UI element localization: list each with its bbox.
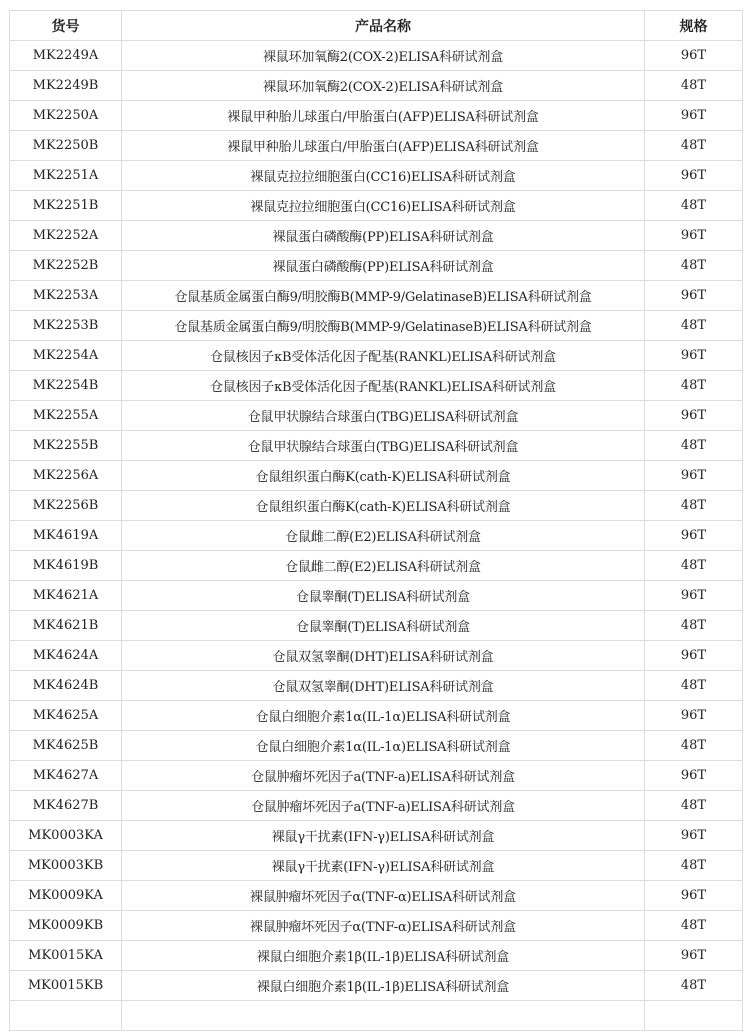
cell-spec: 96T [645,581,743,611]
table-row [10,131,743,161]
table-row [10,881,743,911]
cell-spec: 48T [645,731,743,761]
cell-code: MK4625B [10,731,122,761]
cell-spec: 96T [645,521,743,551]
cell-spec: 96T [645,761,743,791]
table-row [10,581,743,611]
table-row [10,641,743,671]
cell-code: MK0009KA [10,881,122,911]
table-row [10,551,743,581]
cell-code: MK4627B [10,791,122,821]
header-spec: 规格 [645,11,743,41]
header-code: 货号 [10,11,122,41]
table-row [10,671,743,701]
cell-name: 仓鼠组织蛋白酶K(cath-K)ELISA科研试剂盒 [122,491,645,521]
cell-code: MK0015KA [10,941,122,971]
table-row [10,941,743,971]
table-row [10,161,743,191]
cell-code: MK2252B [10,251,122,281]
cell-code: MK2251B [10,191,122,221]
cell-name: 仓鼠睾酮(T)ELISA科研试剂盒 [122,581,645,611]
cell-spec: 48T [645,491,743,521]
cell-spec: 96T [645,701,743,731]
cell-spec: 48T [645,191,743,221]
cell-code: MK4625A [10,701,122,731]
cell-name: 仓鼠雌二醇(E2)ELISA科研试剂盒 [122,551,645,581]
cell-spec: 96T [645,881,743,911]
table-row [10,191,743,221]
cell-code: MK2254B [10,371,122,401]
cell-name: 仓鼠基质金属蛋白酶9/明胶酶B(MMP-9/GelatinaseB)ELISA科研试剂盒 [122,311,645,341]
cell-code: MK0009KB [10,911,122,941]
cell-code: MK2256A [10,461,122,491]
cell-code: MK2255A [10,401,122,431]
cell-spec: 96T [645,641,743,671]
cell-spec: 48T [645,551,743,581]
cell-name: 仓鼠核因子κB受体活化因子配基(RANKL)ELISA科研试剂盒 [122,341,645,371]
cell-name: 裸鼠环加氧酶2(COX-2)ELISA科研试剂盒 [122,41,645,71]
table-row [10,851,743,881]
product-table [9,10,743,1031]
cell-name: 裸鼠蛋白磷酸酶(PP)ELISA科研试剂盒 [122,251,645,281]
cell-spec: 96T [645,161,743,191]
cell-spec: 48T [645,791,743,821]
cell-name: 仓鼠肿瘤坏死因子a(TNF-a)ELISA科研试剂盒 [122,761,645,791]
cell-spec: 96T [645,221,743,251]
table-row [10,461,743,491]
table-row [10,281,743,311]
cell-code: MK2253B [10,311,122,341]
table-row [10,1001,743,1031]
cell-name: 仓鼠基质金属蛋白酶9/明胶酶B(MMP-9/GelatinaseB)ELISA科研试剂盒 [122,281,645,311]
header-row [10,11,743,41]
cell-code: MK4624A [10,641,122,671]
cell-code: MK4619B [10,551,122,581]
cell-spec: 96T [645,101,743,131]
cell-name: 仓鼠双氢睾酮(DHT)ELISA科研试剂盒 [122,671,645,701]
table-row [10,311,743,341]
table-row [10,221,743,251]
table-row [10,971,743,1001]
table-row [10,821,743,851]
table-row [10,371,743,401]
cell-code: MK4627A [10,761,122,791]
table-row [10,431,743,461]
cell-name: 仓鼠白细胞介素1α(IL-1α)ELISA科研试剂盒 [122,701,645,731]
cell-spec: 96T [645,401,743,431]
cell-code: MK2249A [10,41,122,71]
cell-name: 仓鼠双氢睾酮(DHT)ELISA科研试剂盒 [122,641,645,671]
cell-spec: 48T [645,431,743,461]
cell-code: MK4621A [10,581,122,611]
cell-name: 裸鼠甲种胎儿球蛋白/甲胎蛋白(AFP)ELISA科研试剂盒 [122,131,645,161]
table-row [10,251,743,281]
cell-code: MK2250A [10,101,122,131]
cell-code: MK2251A [10,161,122,191]
cell-spec: 48T [645,371,743,401]
cell-name: 仓鼠睾酮(T)ELISA科研试剂盒 [122,611,645,641]
cell-spec: 96T [645,461,743,491]
cell-code [10,1001,122,1031]
cell-name [122,1001,645,1031]
cell-code: MK4619A [10,521,122,551]
cell-name: 裸鼠环加氧酶2(COX-2)ELISA科研试剂盒 [122,71,645,101]
cell-code: MK2252A [10,221,122,251]
table-row [10,71,743,101]
cell-spec: 48T [645,131,743,161]
table-row [10,761,743,791]
cell-name: 裸鼠γ干扰素(IFN-γ)ELISA科研试剂盒 [122,821,645,851]
cell-code: MK4624B [10,671,122,701]
cell-spec: 48T [645,911,743,941]
cell-spec: 96T [645,341,743,371]
cell-spec: 48T [645,71,743,101]
cell-code: MK4621B [10,611,122,641]
cell-code: MK2256B [10,491,122,521]
cell-name: 仓鼠肿瘤坏死因子a(TNF-a)ELISA科研试剂盒 [122,791,645,821]
cell-spec: 48T [645,671,743,701]
cell-code: MK2254A [10,341,122,371]
cell-name: 裸鼠蛋白磷酸酶(PP)ELISA科研试剂盒 [122,221,645,251]
table-row [10,341,743,371]
cell-name: 仓鼠雌二醇(E2)ELISA科研试剂盒 [122,521,645,551]
cell-spec: 48T [645,311,743,341]
cell-name: 仓鼠白细胞介素1α(IL-1α)ELISA科研试剂盒 [122,731,645,761]
table-row [10,41,743,71]
cell-name: 裸鼠肿瘤坏死因子α(TNF-α)ELISA科研试剂盒 [122,911,645,941]
cell-code: MK2255B [10,431,122,461]
table-row [10,731,743,761]
table-row [10,491,743,521]
cell-spec: 48T [645,611,743,641]
cell-spec: 48T [645,251,743,281]
table-row [10,791,743,821]
cell-spec: 96T [645,281,743,311]
cell-name: 裸鼠肿瘤坏死因子α(TNF-α)ELISA科研试剂盒 [122,881,645,911]
cell-code: MK0003KB [10,851,122,881]
table-row [10,101,743,131]
cell-spec: 48T [645,851,743,881]
table-row [10,911,743,941]
cell-spec: 96T [645,41,743,71]
table-row [10,521,743,551]
cell-code: MK2249B [10,71,122,101]
cell-name: 裸鼠白细胞介素1β(IL-1β)ELISA科研试剂盒 [122,971,645,1001]
header-name: 产品名称 [122,11,645,41]
table-row [10,611,743,641]
cell-code: MK2250B [10,131,122,161]
cell-name: 裸鼠γ干扰素(IFN-γ)ELISA科研试剂盒 [122,851,645,881]
cell-spec [645,1001,743,1031]
cell-name: 裸鼠克拉拉细胞蛋白(CC16)ELISA科研试剂盒 [122,191,645,221]
table-row [10,401,743,431]
cell-name: 仓鼠甲状腺结合球蛋白(TBG)ELISA科研试剂盒 [122,401,645,431]
cell-code: MK2253A [10,281,122,311]
cell-name: 仓鼠甲状腺结合球蛋白(TBG)ELISA科研试剂盒 [122,431,645,461]
cell-code: MK0015KB [10,971,122,1001]
cell-name: 仓鼠核因子κB受体活化因子配基(RANKL)ELISA科研试剂盒 [122,371,645,401]
cell-spec: 48T [645,971,743,1001]
cell-name: 裸鼠白细胞介素1β(IL-1β)ELISA科研试剂盒 [122,941,645,971]
cell-name: 裸鼠甲种胎儿球蛋白/甲胎蛋白(AFP)ELISA科研试剂盒 [122,101,645,131]
cell-name: 裸鼠克拉拉细胞蛋白(CC16)ELISA科研试剂盒 [122,161,645,191]
cell-code: MK0003KA [10,821,122,851]
cell-spec: 96T [645,821,743,851]
cell-name: 仓鼠组织蛋白酶K(cath-K)ELISA科研试剂盒 [122,461,645,491]
cell-spec: 96T [645,941,743,971]
table-row [10,701,743,731]
